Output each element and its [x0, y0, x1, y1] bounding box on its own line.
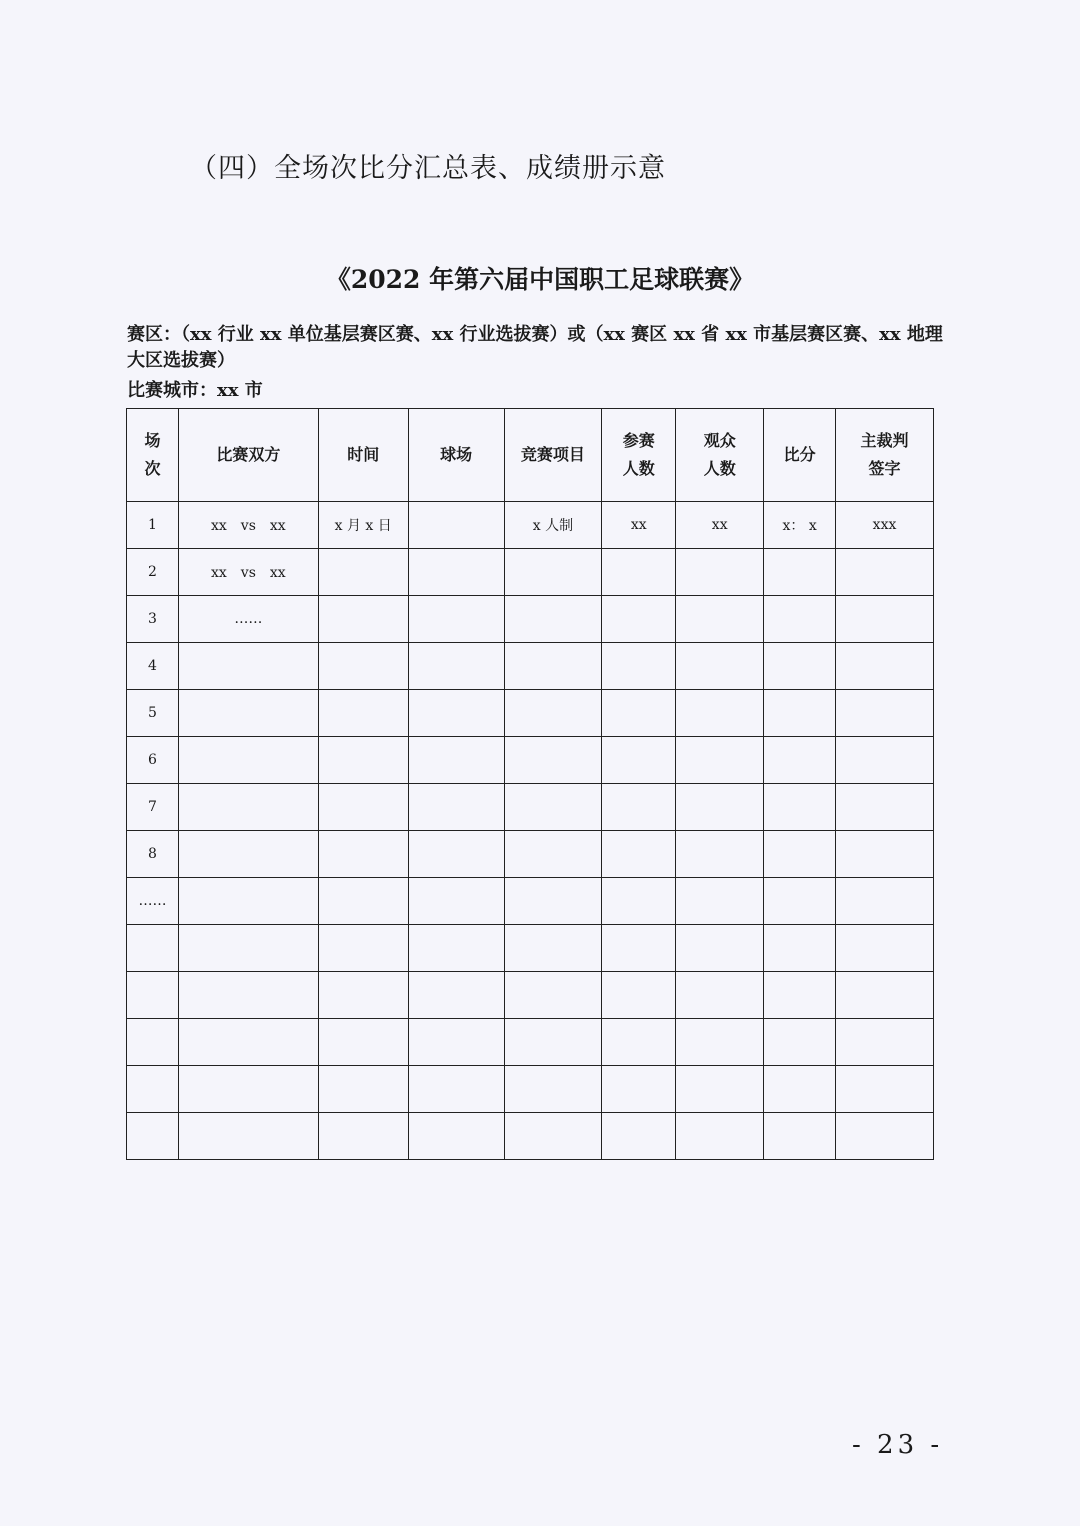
column-header [318, 409, 408, 502]
table-cell [318, 784, 408, 831]
column-header [178, 409, 318, 502]
table-cell [178, 643, 318, 690]
table-cell [318, 643, 408, 690]
table-cell [504, 878, 602, 925]
table-cell [127, 925, 179, 972]
table-cell [408, 596, 504, 643]
column-header [127, 409, 179, 502]
table-cell [764, 1113, 836, 1160]
table-cell [318, 596, 408, 643]
table-cell [408, 1113, 504, 1160]
table-row [127, 549, 934, 596]
table-cell [764, 596, 836, 643]
table-cell: xx vs xx [178, 502, 318, 549]
table-cell: x 人制 [504, 502, 602, 549]
table-cell [764, 1019, 836, 1066]
table-cell [676, 878, 764, 925]
table-cell [408, 502, 504, 549]
column-header-text: 竞赛项目 [520, 445, 585, 464]
table-cell [602, 737, 676, 784]
table-row [127, 831, 934, 878]
table-cell [318, 878, 408, 925]
column-header [836, 409, 934, 502]
table-cell [408, 643, 504, 690]
table-cell [836, 737, 934, 784]
table-cell [836, 784, 934, 831]
table-cell: 5 [127, 690, 179, 737]
table-row [127, 1113, 934, 1160]
table-cell [408, 784, 504, 831]
document-title: 《2022 年第六届中国职工足球联赛》 [325, 265, 755, 294]
table-cell: 4 [127, 643, 179, 690]
table-cell [318, 925, 408, 972]
table-cell [127, 1019, 179, 1066]
table-cell [836, 878, 934, 925]
table-cell: xx [676, 502, 764, 549]
table-row [127, 502, 934, 549]
table-cell [602, 784, 676, 831]
table-cell [408, 831, 504, 878]
table-cell [408, 1019, 504, 1066]
table-cell [764, 1066, 836, 1113]
table-cell [504, 737, 602, 784]
column-header [602, 409, 676, 502]
table-cell [127, 1113, 179, 1160]
table-cell [408, 737, 504, 784]
table-cell [178, 972, 318, 1019]
table-cell [504, 831, 602, 878]
table-row [127, 972, 934, 1019]
table-cell [318, 690, 408, 737]
column-header-text: 比分 [783, 445, 816, 464]
table-row [127, 737, 934, 784]
table-cell [408, 878, 504, 925]
table-cell [676, 1066, 764, 1113]
column-header-text: 人数 [622, 459, 655, 478]
table-row [127, 925, 934, 972]
table-cell [504, 1113, 602, 1160]
table-cell [602, 596, 676, 643]
table-cell [836, 925, 934, 972]
table-cell: 1 [127, 502, 179, 549]
table-cell [676, 643, 764, 690]
table-cell [676, 690, 764, 737]
table-cell [408, 549, 504, 596]
table-cell [676, 925, 764, 972]
table-cell [836, 549, 934, 596]
column-header-text: 时间 [347, 445, 380, 464]
table-cell: 2 [127, 549, 179, 596]
table-cell [602, 1066, 676, 1113]
table-cell: xx [602, 502, 676, 549]
table-cell [318, 972, 408, 1019]
table-cell [764, 784, 836, 831]
table-cell [764, 831, 836, 878]
column-header [676, 409, 764, 502]
table-cell: x： x [764, 502, 836, 549]
table-cell [676, 831, 764, 878]
table-cell [836, 831, 934, 878]
table-row [127, 1019, 934, 1066]
column-header-text: 签字 [868, 459, 901, 478]
table-cell [318, 549, 408, 596]
table-cell [836, 690, 934, 737]
table-cell: 6 [127, 737, 179, 784]
column-header-text: 观众 [703, 431, 736, 450]
column-header [764, 409, 836, 502]
column-header-text: 次 [144, 459, 161, 478]
table-row [127, 643, 934, 690]
competition-city: 比赛城市：xx 市 [127, 380, 263, 401]
table-row [127, 690, 934, 737]
section-heading: （四）全场次比分汇总表、成绩册示意 [190, 153, 666, 184]
table-cell [178, 690, 318, 737]
table-cell [408, 690, 504, 737]
table-cell: xx vs xx [178, 549, 318, 596]
table-cell [504, 1019, 602, 1066]
table-cell [602, 690, 676, 737]
column-header-text: 主裁判 [860, 431, 909, 450]
table-cell [764, 690, 836, 737]
table-cell [602, 878, 676, 925]
table-cell [764, 643, 836, 690]
table-cell [318, 1019, 408, 1066]
table-cell: 3 [127, 596, 179, 643]
table-cell [178, 925, 318, 972]
table-cell [602, 1019, 676, 1066]
table-cell: x 月 x 日 [318, 502, 408, 549]
column-header [408, 409, 504, 502]
column-header [504, 409, 602, 502]
table-cell [602, 831, 676, 878]
table-cell [504, 690, 602, 737]
table-cell [178, 1066, 318, 1113]
table-cell [318, 737, 408, 784]
table-cell [764, 549, 836, 596]
table-cell [318, 831, 408, 878]
table-cell [178, 784, 318, 831]
table-cell [602, 549, 676, 596]
table-cell [836, 1066, 934, 1113]
table-cell [178, 831, 318, 878]
table-cell [602, 925, 676, 972]
table-cell [676, 1113, 764, 1160]
table-cell [602, 643, 676, 690]
table-header-row [127, 409, 934, 502]
table-cell [178, 1113, 318, 1160]
column-header-text: 场 [144, 431, 161, 450]
table-cell [836, 643, 934, 690]
table-cell: …… [178, 596, 318, 643]
table-cell: 8 [127, 831, 179, 878]
table-cell [764, 737, 836, 784]
competition-region: 赛区：（xx 行业 xx 单位基层赛区赛、xx 行业选拔赛）或（xx 赛区 xx 省 xx 市基层赛区赛、xx 地理大区选拔赛） [127, 324, 943, 371]
table-cell [836, 596, 934, 643]
column-header-text: 球场 [440, 445, 473, 464]
table-cell [504, 1066, 602, 1113]
table-cell: xxx [836, 502, 934, 549]
table-cell [178, 737, 318, 784]
table-cell [318, 1113, 408, 1160]
table-row [127, 784, 934, 831]
table-cell: 7 [127, 784, 179, 831]
column-header-text: 人数 [703, 459, 736, 478]
table-cell [178, 1019, 318, 1066]
table-cell [764, 925, 836, 972]
table-cell [127, 1066, 179, 1113]
table-cell [408, 925, 504, 972]
table-cell [764, 878, 836, 925]
table-row [127, 596, 934, 643]
table-cell [504, 643, 602, 690]
table-row [127, 878, 934, 925]
table-cell [836, 1113, 934, 1160]
table-cell [504, 972, 602, 1019]
table-cell [504, 925, 602, 972]
table-cell [408, 972, 504, 1019]
table-cell [127, 972, 179, 1019]
column-header-text: 比赛双方 [216, 445, 281, 464]
page-number: - 23 - [852, 1430, 944, 1460]
table-cell [318, 1066, 408, 1113]
table-cell [504, 596, 602, 643]
column-header-text: 参赛 [622, 431, 655, 450]
table-cell [676, 784, 764, 831]
table-cell [602, 972, 676, 1019]
table-cell [504, 784, 602, 831]
table-cell [408, 1066, 504, 1113]
table-cell [836, 1019, 934, 1066]
table-cell [676, 1019, 764, 1066]
table-cell [676, 549, 764, 596]
table-row [127, 1066, 934, 1113]
table-cell [676, 596, 764, 643]
table-cell [676, 972, 764, 1019]
table-cell [504, 549, 602, 596]
table-cell [764, 972, 836, 1019]
table-cell [836, 972, 934, 1019]
table-cell [602, 1113, 676, 1160]
table-cell [676, 737, 764, 784]
table-cell [178, 878, 318, 925]
table-cell: …… [127, 878, 179, 925]
score-summary-table [126, 408, 934, 1160]
